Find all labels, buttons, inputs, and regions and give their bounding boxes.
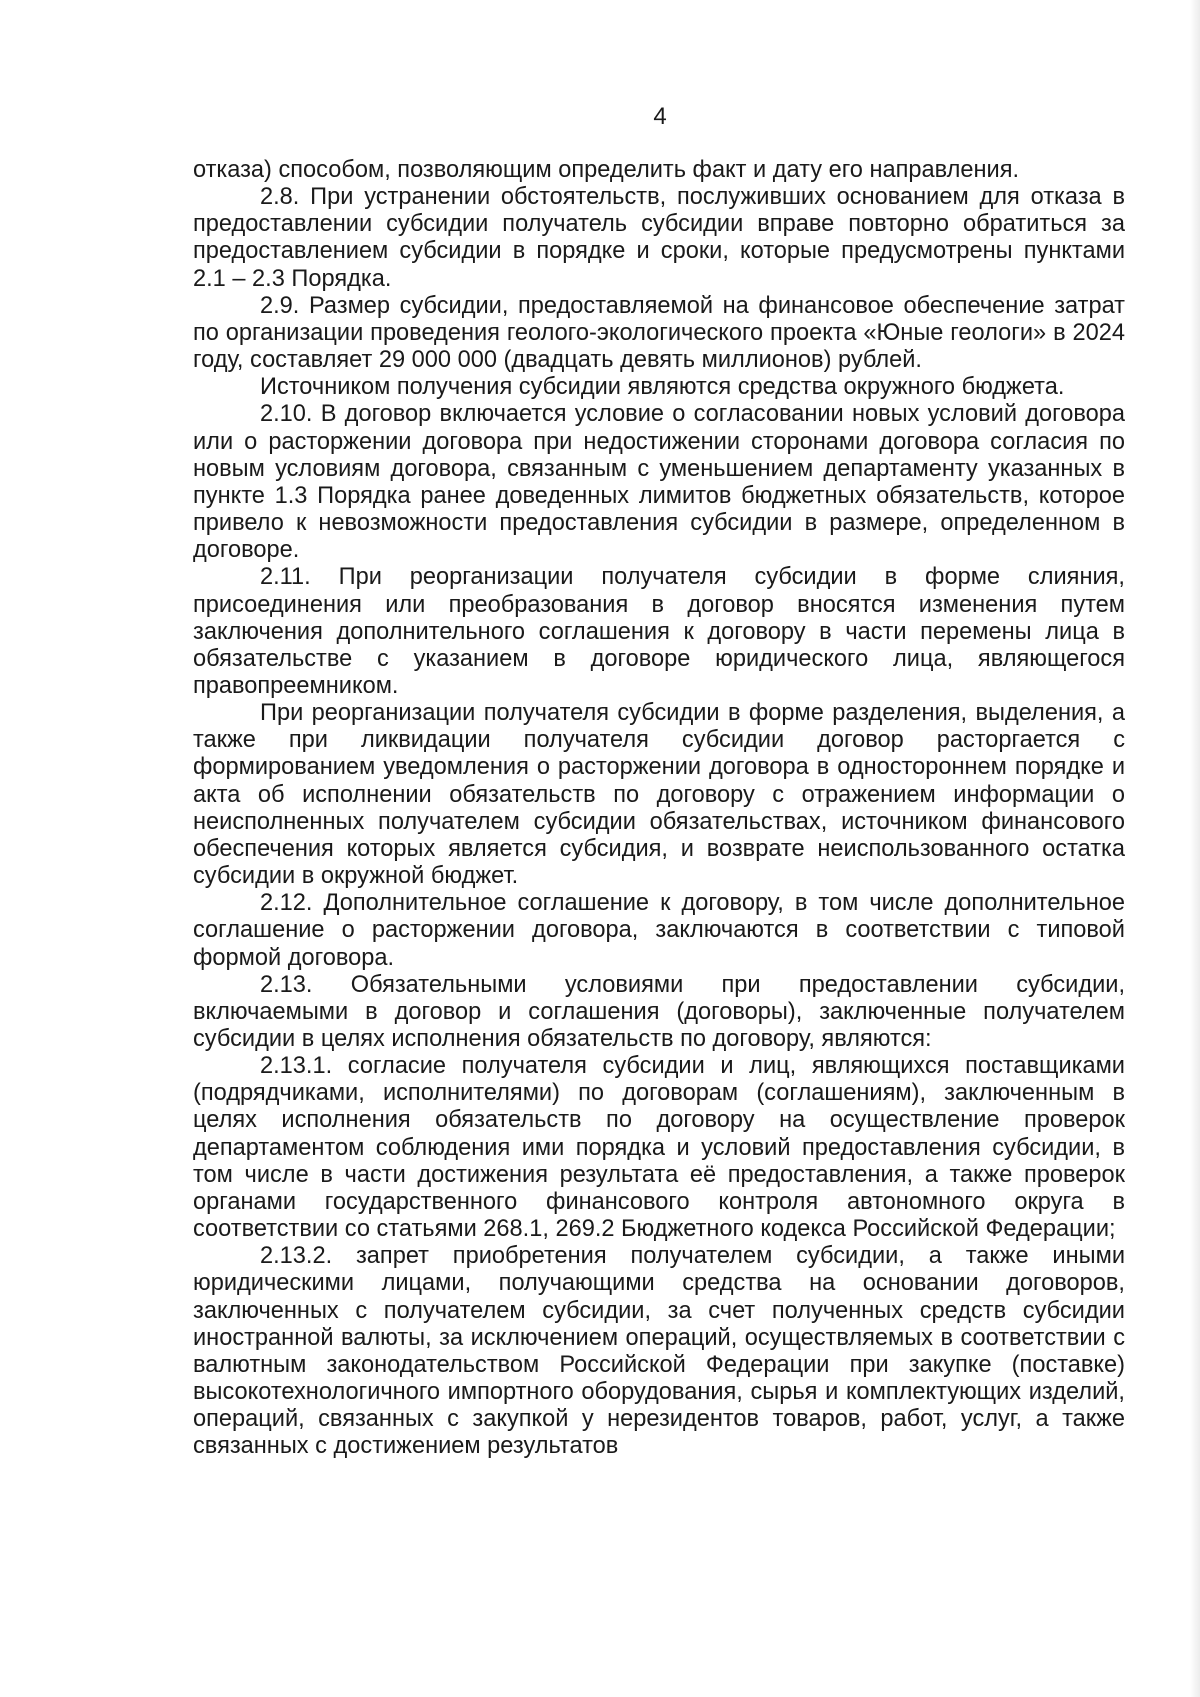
paragraph-2-13-1: 2.13.1. согласие получателя субсидии и лиц, являющихся поставщиками (подрядчиками, исполнителями) по договорам (соглашениям), заключенным в целях исполнения обязательств по договору на осуществление проверок департаментом соблюдения ими порядка и условий предоставления субсидии, в том числе в части достижения результата её предоставления, а также проверок органами государственного финансового контроля автономного округа в соответствии со статьями 268.1, 269.2 Бюджетного кодекса Российской Федерации;: [193, 1053, 1125, 1243]
paragraph-2-8: 2.8. При устранении обстоятельств, послуживших основанием для отказа в предоставлении субсидии получатель субсидии вправе повторно обратиться за предоставлением субсидии в порядке и сроки, которые предусмотрены пунктами 2.1 – 2.3 Порядка.: [193, 184, 1125, 292]
paragraph-2-13-2: 2.13.2. запрет приобретения получателем субсидии, а также иными юридическими лицами, получающими средства на основании договоров, заключенных с получателем субсидии, за счет полученных средств субсидии иностранной валюты, за исключением операций, осуществляемых в соответствии с валютным законодательством Российской Федерации при закупке (поставке) высокотехнологичного импортного оборудования, сырья и комплектующих изделий, операций, связанных с закупкой у нерезидентов товаров, работ, услуг, а также связанных с достижением результатов: [193, 1243, 1125, 1460]
paragraph-continuation: отказа) способом, позволяющим определить факт и дату его направления.: [193, 157, 1020, 183]
document-body: [193, 157, 1125, 1461]
paragraph-2-13: 2.13. Обязательными условиями при предоставлении субсидии, включаемыми в договор и соглашения (договоры), заключенные получателем субсидии в целях исполнения обязательств по договору, являются:: [193, 971, 1125, 1052]
page-edge-shadow: [1190, 0, 1200, 1697]
page-number: 4: [653, 103, 667, 130]
paragraph-2-9: 2.9. Размер субсидии, предоставляемой на финансовое обеспечение затрат по организации проведения геолого-экологического проекта «Юные геологи» в 2024 году, составляет 29 000 000 (двадцать девять миллионов) рублей.: [193, 292, 1125, 374]
paragraph-2-10: 2.10. В договор включается условие о согласовании новых условий договора или о расторжении договора при недостижении сторонами договора согласия по новым условиям договора, связанным с уменьшением департаменту указанных в пункте 1.3 Порядка ранее доведенных лимитов бюджетных обязательств, которое привело к невозможности предоставления субсидии в размере, определенном в договоре.: [193, 401, 1125, 564]
paragraph-2-11: 2.11. При реорганизации получателя субсидии в форме слияния, присоединения или преобразования в договор вносятся изменения путем заключения дополнительного соглашения к договору в части перемены лица в обязательстве с указанием в договоре юридического лица, являющегося правопреемником.: [193, 564, 1125, 699]
paragraph-2-12: 2.12. Дополнительное соглашение к договору, в том числе дополнительное соглашение о расторжении договора, заключаются в соответствии с типовой формой договора.: [193, 890, 1125, 971]
paragraph-reorganization: При реорганизации получателя субсидии в форме разделения, выделения, а также при ликвидации получателя субсидии договор расторгается с формированием уведомления о расторжении договора в одностороннем порядке и акта об исполнении обязательств по договору с отражением информации о неисполненных получателем субсидии обязательствах, источником финансового обеспечения которых является субсидия, и возврате неиспользованного остатка субсидии в окружной бюджет.: [193, 700, 1125, 890]
paragraph-funding-source: Источником получения субсидии являются средства окружного бюджета.: [260, 374, 1065, 401]
